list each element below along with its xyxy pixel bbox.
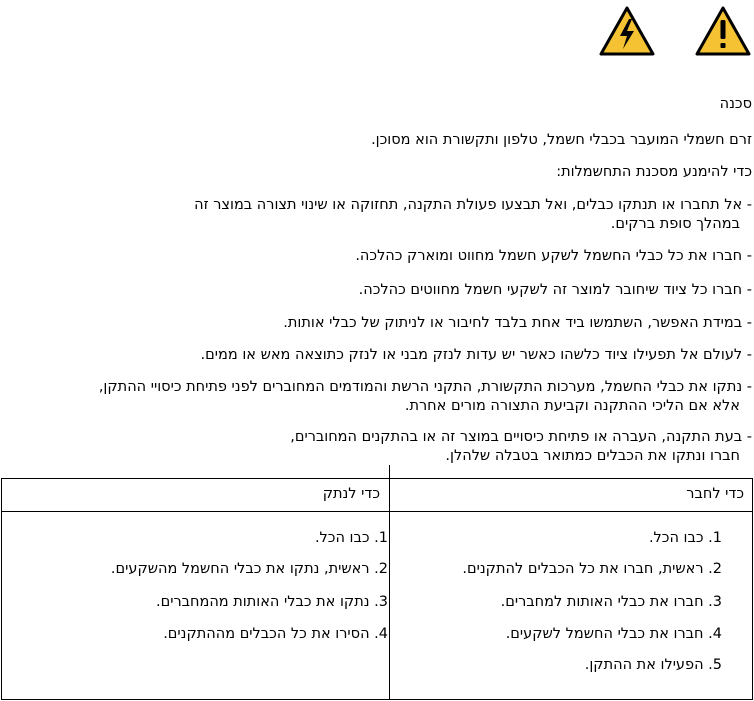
cable-procedure-table xyxy=(1,478,753,700)
disconnect-step: 1. כבו הכל. xyxy=(314,530,388,546)
connect-step: 4. חברו את כבלי החשמל לשקעים. xyxy=(505,626,722,642)
bullet-text: - לעולם אל תפעילו ציוד כלשהו כאשר יש עדות לנזק מבני או לנזק כתוצאה מאש או ממים. xyxy=(200,347,752,363)
disconnect-step: 2. ראשית, נתקו את כבלי החשמל מהשקעים. xyxy=(110,561,388,577)
column-divider xyxy=(389,465,390,699)
bullet-text: - בעת התקנה, העברה או פתיחת כיסויים במוצר זה או בהתקנים המחוברים, xyxy=(290,429,752,445)
disconnect-header: כדי לנתק xyxy=(322,486,380,502)
caution-icon xyxy=(694,5,752,57)
intro-text: זרם חשמלי המועבר בכבלי חשמל, טלפון ותקשורת הוא מסוכן. xyxy=(371,132,752,148)
header-divider xyxy=(2,511,752,512)
prevent-heading: כדי להימנע מסכנת התחשמלות: xyxy=(556,164,752,180)
bullet-text: - חברו את כל כבלי החשמל לשקע חשמל מחווט ומוארק כהלכה. xyxy=(355,248,752,264)
section-title: סכנה xyxy=(719,96,752,112)
bullet-text: - חברו כל ציוד שיחובר למוצר זה לשקעי חשמל מחווטים כהלכה. xyxy=(358,282,752,298)
bullet-text-continuation: חברו ונתקו את הכבלים כמתואר בטבלה שלהלן. xyxy=(445,448,740,464)
warning-icons xyxy=(598,5,754,59)
disconnect-step: 4. הסירו את כל הכבלים מההתקנים. xyxy=(163,626,388,642)
bullet-text: - נתקו את כבלי החשמל, מערכות התקשורת, התקני הרשת והמודמים המחוברים לפני פתיחת כיסויי ההתקן, xyxy=(98,379,752,395)
bullet-text: - אל תחברו או תנתקו כבלים, ואל תבצעו פעולת התקנה, תחזוקה או שינוי תצורה במוצר זה xyxy=(194,197,752,213)
connect-header: כדי לחבר xyxy=(686,486,744,502)
connect-step: 1. כבו הכל. xyxy=(648,530,722,546)
connect-step: 2. ראשית, חברו את כל הכבלים להתקנים. xyxy=(462,561,722,577)
bullet-text-continuation: במהלך סופת ברקים. xyxy=(610,216,740,232)
bullet-text-continuation: אלא אם הליכי ההתקנה וקביעת התצורה מורים אחרת. xyxy=(404,398,740,414)
disconnect-step: 3. נתקו את כבלי האותות מהמחברים. xyxy=(155,594,388,610)
connect-step: 3. חברו את כבלי האותות למחברים. xyxy=(500,594,722,610)
bullet-text: - במידת האפשר, השתמשו ביד אחת בלבד לחיבור או לניתוק של כבלי אותות. xyxy=(283,315,752,331)
connect-step: 5. הפעילו את ההתקן. xyxy=(584,657,722,673)
electrical-hazard-icon xyxy=(598,5,656,57)
